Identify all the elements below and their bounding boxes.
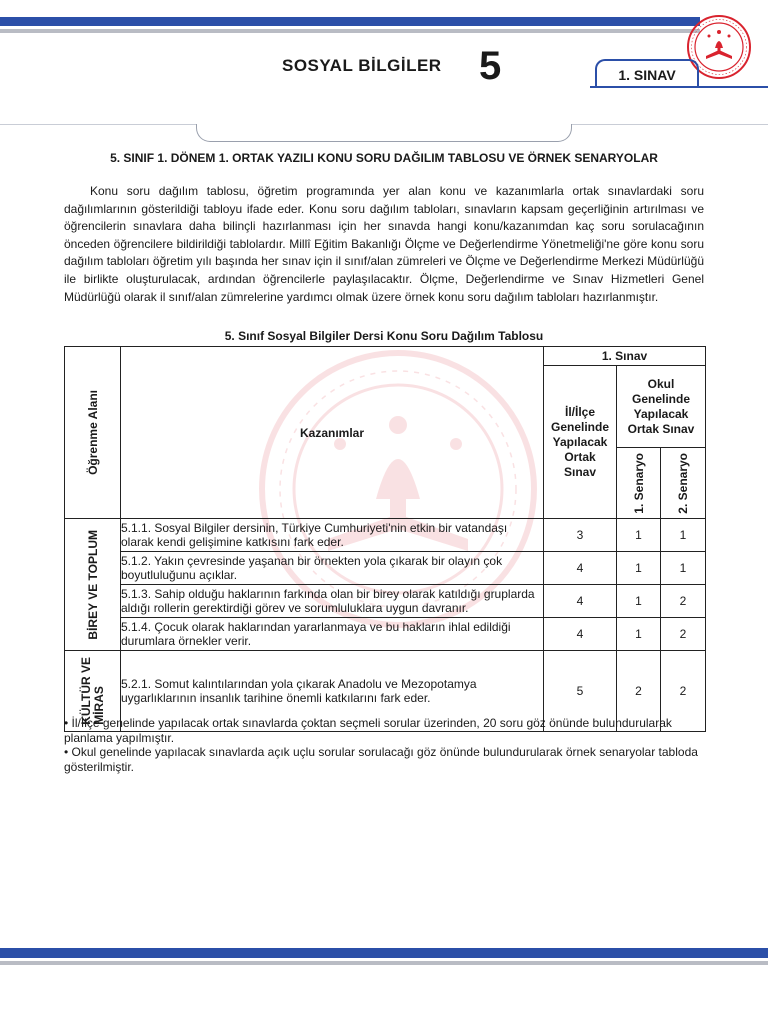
scenario-2-count: 1 xyxy=(661,519,706,552)
outcome-cell: 5.2.1. Somut kalıntılarından yola çıkarak Anadolu ve Mezopotamya uygarlıklarının insanlık tarihine önemli katkılarını fark eder. xyxy=(121,651,544,732)
bottom-blue-band xyxy=(0,948,768,958)
province-count: 4 xyxy=(544,552,617,585)
scenario-1-count: 1 xyxy=(617,519,661,552)
area-kultur-label xyxy=(80,657,106,725)
scenario-2-count: 2 xyxy=(661,585,706,618)
table-row xyxy=(65,552,706,585)
intro-paragraph: Konu soru dağılım tablosu, öğretim programında yer alan konu ve kazanımlarla ortak sınavlardaki soru dağılımlarının gösterildiği tabloyu ifade eder. Konu soru dağılım tabloları, sınavların kapsam geçerliğinin artırılması ve öğrencilerin sınavlara daha bilinçli hazırlanması için her sınavda hangi konu/kazanımdan kaç soru sorulacağının önceden öğrencilere bildirildiği tablolardır. Millî Eğitim Bakanlığı Ölçme ve Değerlendirme Yönetmeliği'ne göre konu soru dağılım tabloları öğretim yılı başında her sınav için il sınıf/alan zümreleri ve Ölçme ve Değerlendirme Merkezi Müdürlüğü ile birlikte oluşturulacak, ardından öğrencilerle paylaşılacaktır. Ölçme, Değerlendirme ve Sınav Hizmetleri Genel Müdürlüğü olarak il sınıf/alan zümrelerine yardımcı olmak üzere örnek konu soru dağılım tabloları hazırlanmıştır. xyxy=(64,184,704,304)
area-kultur-line: KÜLTÜR VE xyxy=(78,657,93,725)
grade-number: 5 xyxy=(479,44,502,88)
province-exam-line: İl/İlçe xyxy=(564,404,596,419)
exam-badge-underline xyxy=(590,86,768,88)
table-row xyxy=(65,519,706,552)
school-exam-line: Okul xyxy=(647,376,675,391)
scenario-2-count: 2 xyxy=(661,618,706,651)
province-count: 5 xyxy=(544,651,617,732)
scenario-1-count: 1 xyxy=(617,552,661,585)
province-count: 3 xyxy=(544,519,617,552)
top-blue-band xyxy=(0,17,700,26)
learning-area-header xyxy=(65,347,121,519)
province-count: 4 xyxy=(544,618,617,651)
document-heading: 5. SINIF 1. DÖNEM 1. ORTAK YAZILI KONU SORU DAĞILIM TABLOSU VE ÖRNEK SENARYOLAR xyxy=(110,151,658,165)
outcome-cell: 5.1.4. Çocuk olarak haklarından yararlanmaya ve bu hakların ihlal edildiği durumlara örnekler verir. xyxy=(121,618,544,651)
exam-header: 1. Sınav xyxy=(544,347,706,366)
area-birey-cell xyxy=(65,519,121,651)
school-exam-line: Yapılacak xyxy=(633,406,689,421)
outcome-cell: 5.1.2. Yakın çevresinde yaşanan bir örnekten yola çıkarak bir olayın çok boyutluluğunu açıklar. xyxy=(121,552,544,585)
scenario-1-header-text: 1. Senaryo xyxy=(631,452,646,514)
note-item: • İl/İlçe genelinde yapılacak ortak sınavlarda çoktan seçmeli sorular üzerinden, 20 soru göz önünde bulundurularak planlama yapılmıştır. xyxy=(64,716,672,745)
scenario-1-count: 1 xyxy=(617,618,661,651)
school-exam-line: Genelinde xyxy=(631,391,690,406)
table-title: 5. Sınıf Sosyal Bilgiler Dersi Konu Soru Dağılım Tablosu xyxy=(224,329,544,343)
table-row xyxy=(65,585,706,618)
scenario-2-header-text: 2. Senaryo xyxy=(676,452,690,514)
province-exam-line: Ortak xyxy=(564,449,596,464)
header-tab-decoration xyxy=(196,124,572,142)
top-grey-band xyxy=(0,29,700,33)
subject-title: SOSYAL BİLGİLER xyxy=(282,56,442,75)
bottom-grey-band xyxy=(0,961,768,965)
outcome-cell: 5.1.1. Sosyal Bilgiler dersinin, Türkiye Cumhuriyeti'nin etkin bir vatandaşı olarak kendi gelişimine katkısını fark eder. xyxy=(121,519,544,552)
table-notes xyxy=(64,716,709,774)
province-exam-header xyxy=(544,366,617,519)
area-kultur-line: MİRAS xyxy=(91,686,106,725)
table-row xyxy=(65,618,706,651)
learning-area-header-text: Öğrenme Alanı xyxy=(85,390,100,475)
school-exam-line: Ortak Sınav xyxy=(627,421,695,436)
outcomes-header: Kazanımlar xyxy=(121,347,544,519)
exam-badge: 1. SINAV xyxy=(595,59,699,88)
scenario-2-count: 1 xyxy=(661,552,706,585)
area-birey-label: BİREY VE TOPLUM xyxy=(85,529,100,640)
scenario-1-count: 2 xyxy=(617,651,661,732)
scenario-2-header xyxy=(661,448,706,519)
school-exam-header xyxy=(617,366,706,448)
outcome-cell: 5.1.3. Sahip olduğu haklarının farkında olan bir birey olarak katıldığı gruplarda aldığı rollerin gerektirdiği görev ve sorumluluklara uygun davranır. xyxy=(121,585,544,618)
scenario-2-count: 2 xyxy=(661,651,706,732)
province-exam-line: Sınav xyxy=(563,464,596,479)
scenario-1-header xyxy=(617,448,661,519)
scenario-1-count: 1 xyxy=(617,585,661,618)
province-exam-line: Yapılacak xyxy=(552,434,608,449)
note-item: • Okul genelinde yapılacak sınavlarda açık uçlu sorular sorulacağı göz önünde bulundurularak örnek senaryolar tabloda gösterilmiştir. xyxy=(64,745,698,774)
province-exam-line: Genelinde xyxy=(550,419,609,434)
distribution-table xyxy=(64,346,706,732)
province-count: 4 xyxy=(544,585,617,618)
